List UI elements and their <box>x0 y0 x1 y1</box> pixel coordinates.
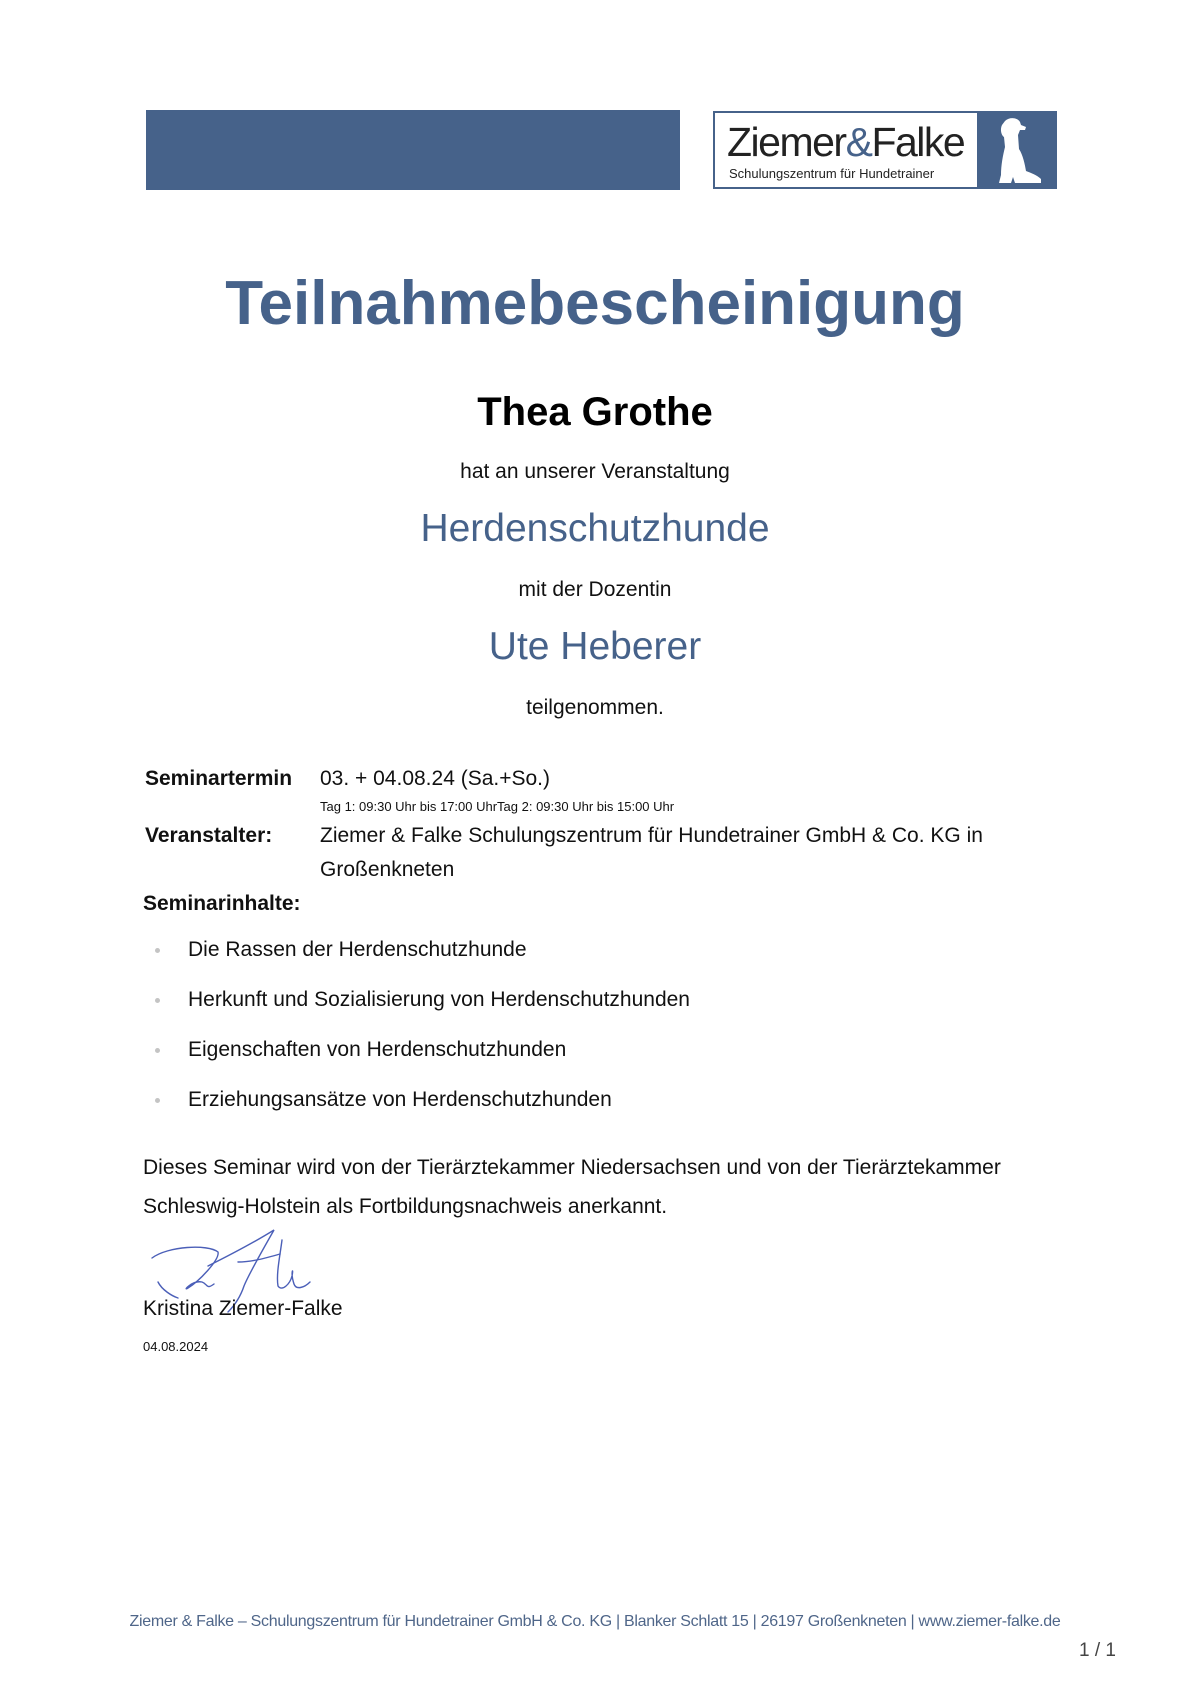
logo-dog-panel <box>977 113 1055 187</box>
bullet-icon <box>155 1098 160 1103</box>
list-item: Die Rassen der Herdenschutzhunde <box>155 936 690 986</box>
page-number: 1 / 1 <box>1079 1640 1116 1661</box>
list-item: Herkunft und Sozialisierung von Herdenschutzhunden <box>155 986 690 1036</box>
intro-lecturer-text: mit der Dozentin <box>518 578 672 601</box>
participant-name: Thea Grothe <box>477 390 713 434</box>
recognition-note: Dieses Seminar wird von der Tierärztekammer Niedersachsen und von der Tierärztekammer Schleswig-Holstein als Fortbildungsnachweis anerkannt. <box>143 1156 1001 1218</box>
list-item: Eigenschaften von Herdenschutzhunden <box>155 1036 690 1086</box>
topic-list <box>155 936 690 1136</box>
lecturer-name: Ute Heberer <box>488 625 702 668</box>
date-label: Seminartermin <box>145 767 293 790</box>
company-logo <box>713 111 1057 189</box>
bullet-icon <box>155 1048 160 1053</box>
signer-name: Kristina Ziemer-Falke <box>143 1297 343 1320</box>
bullet-icon <box>155 998 160 1003</box>
event-name: Herdenschutzhunde <box>420 507 770 550</box>
certificate-title: Teilnahmebescheinigung <box>225 269 965 338</box>
intro-event-text: hat an unserer Veranstaltung <box>460 460 730 483</box>
signature-date: 04.08.2024 <box>143 1339 209 1354</box>
bullet-icon <box>155 948 160 953</box>
date-value: 03. + 04.08.24 (Sa.+So.) <box>320 767 550 790</box>
logo-subtitle: Schulungszentrum für Hundetrainer <box>729 166 935 181</box>
list-item: Erziehungsansätze von Herdenschutzhunden <box>155 1086 690 1136</box>
header-banner <box>146 110 680 190</box>
closing-text: teilgenommen. <box>526 696 664 719</box>
time-detail: Tag 1: 09:30 Uhr bis 17:00 UhrTag 2: 09:30 Uhr bis 15:00 Uhr <box>320 799 675 814</box>
footer-address: Ziemer & Falke – Schulungszentrum für Hundetrainer GmbH & Co. KG | Blanker Schlatt 15 | 26197 Großenkneten | www.ziemer-falke.de <box>129 1613 1061 1630</box>
organizer-line-2: Großenkneten <box>320 858 455 881</box>
contents-label: Seminarinhalte: <box>143 892 301 915</box>
sitting-dog-icon <box>985 115 1047 185</box>
logo-wordmark: Ziemer&Falke <box>727 119 965 165</box>
organizer-line-1: Ziemer & Falke Schulungszentrum für Hundetrainer GmbH & Co. KG in <box>320 824 983 847</box>
organizer-label: Veranstalter: <box>145 824 273 847</box>
